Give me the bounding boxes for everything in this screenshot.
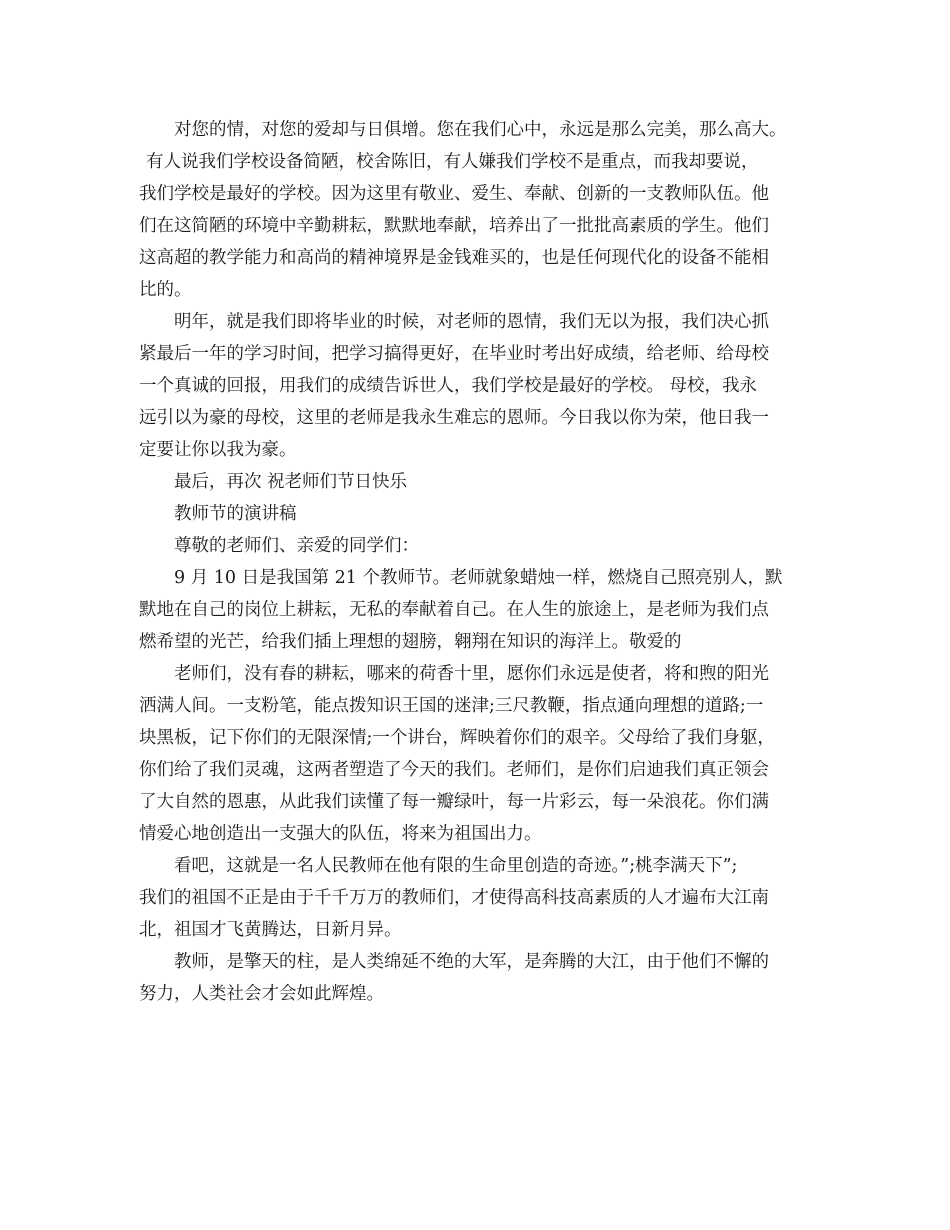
text-line: 我们的祖国不正是由于千千万万的教师们，才使得高科技高素质的人才遍布大江南: [139, 888, 769, 908]
text-line: 教师，是擎天的柱，是人类绵延不绝的大军，是奔腾的大江，由于他们不懈的: [174, 952, 769, 972]
document-body: [139, 114, 819, 1010]
text-line: 一个真诚的回报，用我们的成绩告诉世人，我们学校是最好的学校。 母校，我永: [139, 376, 758, 396]
text-line: 洒满人间。一支粉笔，能点拨知识王国的迷津;三尺教鞭，指点通向理想的道路;一: [139, 696, 764, 716]
text-line: 明年，就是我们即将毕业的时候，对老师的恩情，我们无以为报，我们决心抓: [174, 312, 769, 332]
text-line: 情爱心地创造出一支强大的队伍，将来为祖国出力。: [139, 824, 542, 844]
text-line: 比的。: [139, 280, 192, 300]
text-line: 老师们，没有春的耕耘，哪来的荷香十里，愿你们永远是使者，将和煦的阳光: [174, 664, 769, 684]
text-line: 定要让你以我为豪。: [139, 440, 297, 460]
text-line: 最后，再次 祝老师们节日快乐: [174, 472, 408, 492]
text-line: 远引以为豪的母校，这里的老师是我永生难忘的恩师。今日我以你为荣，他日我一: [139, 408, 769, 428]
text-line: 9 月 10 日是我国第 21 个教师节。老师就象蜡烛一样，燃烧自己照亮别人，默: [174, 568, 783, 588]
text-line: 这高超的教学能力和高尚的精神境界是金钱难买的，也是任何现代化的设备不能相: [139, 248, 769, 268]
text-line: 紧最后一年的学习时间，把学习搞得更好，在毕业时考出好成绩，给老师、给母校: [139, 344, 769, 364]
text-line: 教师节的演讲稿: [174, 504, 297, 524]
text-line: 有人说我们学校设备简陋，校舍陈旧，有人嫌我们学校不是重点，而我却要说，: [146, 152, 759, 172]
text-line: 了大自然的恩惠，从此我们读懂了每一瓣绿叶，每一片彩云，每一朵浪花。你们满: [139, 792, 769, 812]
text-line: 看吧，这就是一名人民教师在他有限的生命里创造的奇迹。”;桃李满天下”;: [174, 856, 738, 876]
text-line: 块黑板，记下你们的无限深情;一个讲台，辉映着你们的艰辛。父母给了我们身躯，: [139, 728, 775, 748]
text-line: 默地在自己的岗位上耕耘，无私的奉献着自己。在人生的旅途上，是老师为我们点: [139, 600, 769, 620]
text-line: 对您的情，对您的爱却与日俱增。您在我们心中，永远是那么完美，那么高大。: [174, 120, 787, 140]
text-line: 努力，人类社会才会如此辉煌。: [139, 984, 384, 1004]
text-line: 北，祖国才飞黄腾达，日新月异。: [139, 920, 402, 940]
text-line: 你们给了我们灵魂，这两者塑造了今天的我们。老师们，是你们启迪我们真正领会: [139, 760, 769, 780]
text-line: 们在这简陋的环境中辛勤耕耘，默默地奉献，培养出了一批批高素质的学生。他们: [139, 216, 769, 236]
text-line: 我们学校是最好的学校。因为这里有敬业、爱生、奉献、创新的一支教师队伍。他: [139, 184, 769, 204]
text-line: 燃希望的光芒，给我们插上理想的翅膀，翱翔在知识的海洋上。敬爱的: [139, 632, 682, 652]
text-line: 尊敬的老师们、亲爱的同学们：: [174, 536, 419, 556]
